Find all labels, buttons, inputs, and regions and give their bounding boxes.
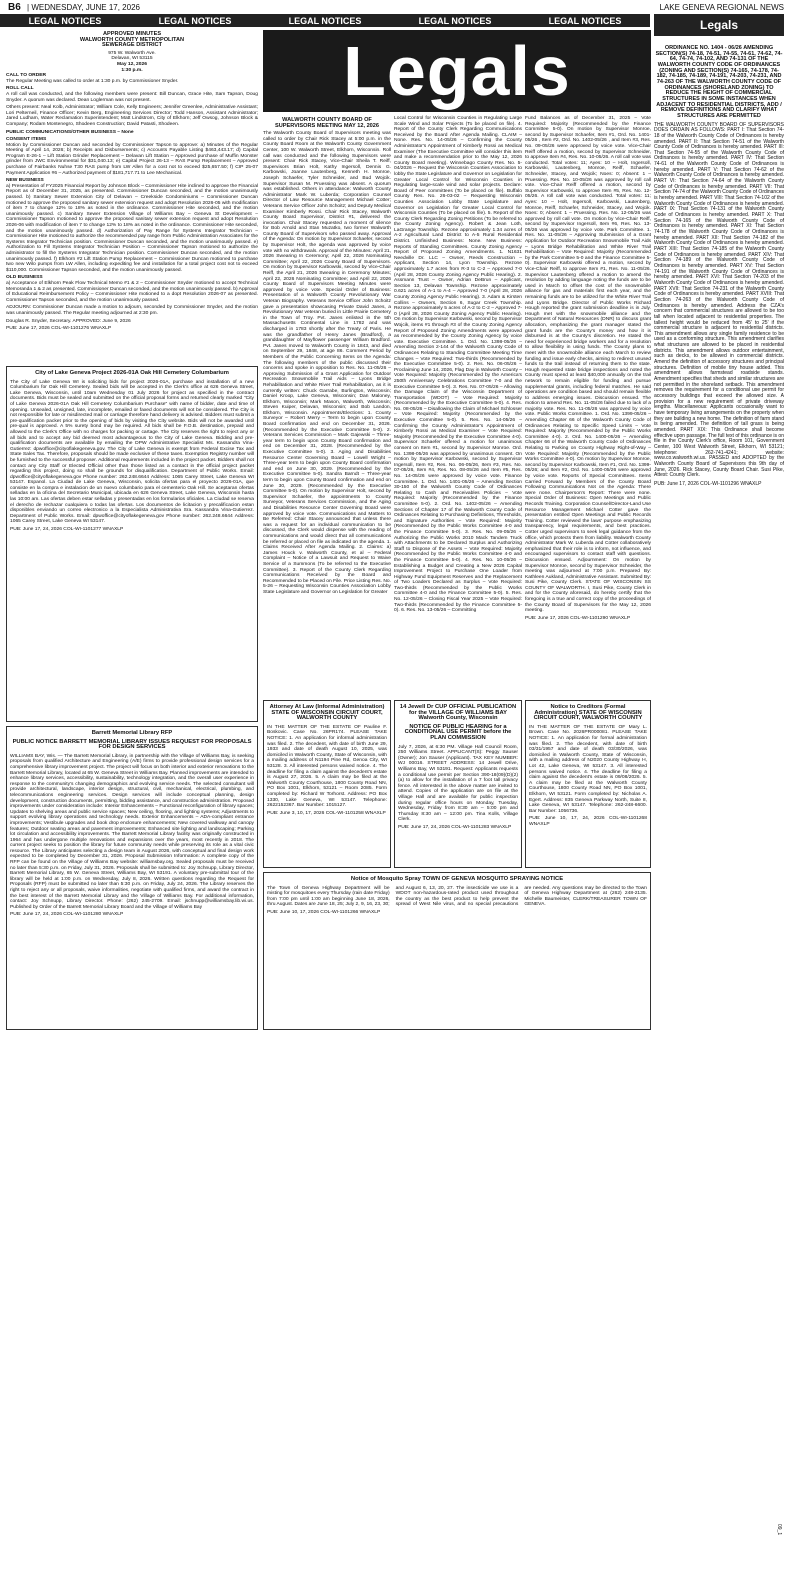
legals-title: Legals: [263, 30, 651, 112]
section-heading: ROLL CALL: [6, 86, 34, 92]
signature-text: Douglas R. Snyder, Secretary. APPROVED: June 9, 2026: [6, 318, 131, 324]
pub-line: PUB: June 17, 2026 COL-WI-1101296 WNAXLP: [654, 480, 762, 487]
notice-title: APPROVED MINUTES WALWORTH COUNTY METROPOLITAN SEWERAGE DISTRICT: [79, 31, 185, 49]
section-heading: CONSENT ITEMS: [6, 137, 47, 143]
adjourn-text: ADJOURN: Commissioner Duncan made a motion to adjourn, seconded by Commissioner Snyder, and the motion was unanimously passed. The Regular meeting adjourned at 2:30 pm.: [6, 305, 258, 316]
estate-notice-brown: [525, 700, 651, 868]
county-board-minutes-cont: [394, 116, 522, 694]
address-block: 975 W. Walworth Ave. Delavan, WI 53115 May 12, 2026 1:30 p.m.: [108, 50, 156, 73]
estate-notice-boskovic: [263, 700, 391, 868]
library-rfp-notice: [6, 726, 258, 1030]
page-header-left: [8, 2, 140, 13]
section-heading: OLD BUSINESS: [6, 275, 43, 281]
notice-body: WILLIAMS BAY, Wis. — The Barrett Memorial Library, in partnership with the Village of Williams Bay, is seeking proposals from qualified Architecture and Engineering (A/E) firms to provide professional design services for a comprehensive library improvement project. The project will focus on both interior and exterior renovations to the Barrett Memorial Library, located at 65 W. Geneva Street in Williams Bay. Planned improvements are intended to enhance library services, accessibility, sustainability, technology integration, and the overall user experience in response to the community's changing demographics and evolving service needs. The selected consultant will provide architectural, landscape, interior design, structural, civil, mechanical, electrical, plumbing, and telecommunications engineering services. Design services will include conceptual planning, design development, construction documents, permitting, bidding assistance, and construction administration. Proposed improvements under consideration include: Interior Enhancements – Functional reconfiguration of library spaces; Updates to shelving areas and public service spaces; New ceiling, flooring, and lighting systems; Adjustments to support evolving library operations and technology needs. Exterior Enhancements – ADA-compliant entrance improvements; Vestibule upgrades and book drop enclosure enhancements; New covered walkway and canopy features; Outdoor seating areas and pavement improvements; Enhanced site lighting and landscaping; Parking lot circulation and accessibility improvements. The Barrett Memorial Library facility was originally constructed in 1964 and has undergone multiple renovations and expansions over the years, most recently in 2018. The current project seeks to position the library for future community needs while preserving its role as a vital civic resource. The Library anticipates selecting a design team in August 2026, with conceptual and final design work expected to be completed by December 31, 2026. Proposal Submission Information: A complete copy of the RFP can be found on the Village of Williams Bay website: williamsbay.org. Sealed proposals must be received no later than 5:30 p.m. on Friday, July 31, 2026. Proposals shall be submitted to: Joy Schnupp, Library Director, Barrett Memorial Library, 65 W. Geneva Street, Williams Bay, WI 53191. A voluntary pre-submittal tour of the library will be held at 1:00 p.m. on Wednesday, July 8, 2026. Written questions regarding the Request for Proposals (RFP) must be submitted no later than 5:30 p.m. on Friday, July 24, 2026. The Library reserves the right to reject any or all proposals, waive informalities, negotiate with qualified firms, and award the contract in the best interest of the Barrett Memorial Library and the Village of Williams Bay. For additional information, contact: Joy Schnupp, Library Director. Phone: (262) 245-2709. Email: jschnupp@williamsbay.lib.wi.us. Published by Order of the Barrett Memorial Library Board and the Village of Williams Bay: [10, 753, 254, 910]
banner-label: LEGAL NOTICES: [418, 15, 492, 26]
page-number: B6: [8, 1, 21, 13]
banner-label: LEGAL NOTICES: [548, 15, 622, 26]
notice-body: Local Control for Wisconsin Counties in Regulating Large Scale Wind and Solar Projects (To be placed on file). 4. Report of the County Clerk Regarding Communications Received by the Board After Agenda Mailing. CLAIM – None. Res. No. 14-05/26 – Confirming the County Administrator's Appointment of Kimberly Rossi as Medical Examiner (The Executive Committee will consider this item and make a recommendation prior to the May 12, 2026 County Board meeting). Winnebago County Res. No. 5-04/2026 – Request the Wisconsin Counties Association to lobby the State Legislature and Governor on Legislation for Greater Local Control for Wisconsin Counties in Regulating large-scale wind and solar projects. Declare: Board of Peer committees (To be placed on file). Buffalo County Res. No. 26-03-02 – Requesting Wisconsin Counties Association Lobby State Legislature and Governor on Legislation for Greater Local Control for Wisconsin Counties (To be placed on file). 5. Report of the County Clerk Regarding Zoning Petitions (To be referred to the County Zoning Agency). Robert & Jean Loth, LaGrange Township. Rezone approximately 1.34 acres of A-2 Agricultural Land District to A-5 Rural Residential District. Unfinished Business: None. New Business: Reports of Standing Committees. County Zoning Agency Report of Proposed Zoning Amendments. 1. N1631 Needville Dr. LLC – Owner, Reeds Construction – Applicant, Section 14, Lyon Township. Rezone approximately 1.7 acres from R-3 to C-2 – Approved 7-0 (April 28, 2026 County Zoning Agency Public Hearing). 2. Assmann Trust – Owner, Adrian DeBrun – Applicant, Section 13, Delavan Township. Rezone approximately 0.621 acres of A-1 to A-4 – Approved 7-0 (April 28, 2026 County Zoning Agency Public Hearing). 3. Adam & Kirsten Collins – Owners, Section 6, Sugar Creek Township. Rezone approximately 5 acres of A-2 to C-2 – Approved 7-0 (April 28, 2026 County Zoning Agency Public Hearing). On motion by Supervisor Karbowski, second by Supervisor Wojcik, items #1 through #3 of the County Zoning Agency Report of Proposed Zoning Amendments were approved as recommended by the County Zoning Agency by voice vote. Executive Committee. 1. Ord. No. 1398-05/26 – Amending Section 2-144 of the Walworth County Code of Ordinances Relating to Standing Committee Meeting Time Changes – Vote Required: Two-thirds (Recommended by the Executive Committee 5-0). 2. Res. No. 06-05/26 – Proclaiming June 14, 2026, Flag Day in Walworth County – Vote Required: Majority (Recommended by the America's 250th Anniversary Celebrations Committee 7-0 and the Executive Committee 5-0). 3. Res. No. 07-05/26 – Allowing the Damage Claim of the Wisconsin Department of Transportation (WDOT) – Vote Required: Majority (Recommended by the Executive Committee 5-0). 4. Res. No. 08-05/26 – Disallowing the Claim of Michael Schlosser – Vote Required: Majority (Recommended by the Executive Committee 5-0). 5. Res. No. 14-05/26 – Confirming the County Administrator's Appointment of Kimberly Rossi as Medical Examiner – Vote Required: Majority (Recommended by the Executive Committee 4-0). Supervisor Schaefer offered a motion for unanimous consent on Item #1, second by Supervisor Monroe. Ord. No. 1398-05/26 was approved by unanimous consent. On motion by Supervisor Karbowski, second by Supervisor Ingersoll, Item #2, Res. No. 06-05/26, Item #3, Res. No. 07-05/26, Item #4, Res. No. 08-05/26 and Item #5, Res. No. 14-05/26 were approved by voice vote. Finance Committee. 1. Ord. No. 1401-05/26 – Amending Section 30-150 of the Walworth County Code of Ordinances Relating to Cash and Receivables Policies – Vote Required: Majority (Recommended by the Finance Committee 5-0). 2. Ord. No. 1402-05/26 – Amending Sections of Chapter 17 of the Walworth County Code of Ordinances Relating to Purchasing Definitions, Thresholds, and Signature Authorities – Vote Required: Majority (Recommended by the Public Works Committee 4-0 and the Finance Committee 5-0). 3. Res. No. 09-05/26 – Authorizing the Public Works 2010 Mack Tandem Truck with Attachments to be Declared Surplus and Authorizing Staff to Dispose of the Assets – Vote Required: Majority (Recommended by the Public Works Committee 4-0 and the Finance Committee 5-0). 4. Res. No. 10-05/26 – Establishing a Budget and Creating a New 2026 Capital Improvement Project to Purchase One Loader from Highway Fund Equipment Reserves and the Replacement of Two Loaders Declared as Surplus – Vote Required: Two-thirds (Recommended by the Public Works Committee 4-0 and the Finance Committee 5-0). 5. Res. No. 12-05/26 – Closing Fiscal Year 2025 – Vote Required: Two-thirds (Recommended by the Finance Committee 5-0). 6. Res. No. 13-05/26 – Committing: [394, 116, 522, 614]
notice-body: The City of Lake Geneva WI is soliciting bids for project 2026-01A, purchase and installation of a new Columbarium for Oak Hill Cemetery. Sealed bids will be accepted in the Clerk's office at 626 Geneva Street, Lake Geneva, Wisconsin, until 10am Wednesday 01 July 2026 for project as specified in the contract documents. Bids must be sealed and submitted on the official proposal forms and returned clearly marked "City of Lake Geneva 2026-01A Oak Hill Cemetery Columbarium Purchase" with name of bidder, date and time of opening. Unsealed, unsigned, late, incomplete, emailed or faxed documents will not be considered. The City is not responsible for late or misdirected mail or carriage therefore hand delivery is advised. Bidders must submit a pre-qualification packet prior to the opening of bids by visiting the City website. Bids will not be awarded until pre-qual is approved. A 5% surety bond may be required. All bids shall be F.O.B. destination, prepaid and allowed to the Clerk's Office with no charges for packing or cartage. The City reserves the right to reject any or all bids and to accept any bid deemed most advantageous to the City of Lake Geneva. Bidding and pre-qualification documents are available by emailing the DPW Administrative Specialist Ms. Kassandra Vina-Gutierrez: dpwoffice@cityoflakegeneva.gov. The City of Lake Geneva is exempt from Federal Excise Tax and State Sales Tax. Therefore, proposals should be made exclusive of these taxes. Exemption Registry number will be furnished to the successful proposer. Additional requirements included in the project packet. Bidders shall not contact any City Staff or Elected Official other than those listed as a contact in the official project packet regarding this project, doing so shall be grounds for disqualification. Department of Public Works. Email: dpwoffice@cityoflakegeneva.gov Phone number: 262.248.6644 Address: 1065 Carey Street, Lake Geneva WI 53147. Espanol. La Ciudad de Lake Geneva, Wisconsin, solicita ofertas para el proyecto 2026-01A, que consiste en la compra e instalacion de un nuevo columbario para el cementerio Oak Hill. Se aceptaran ofertas selladas en la oficina del Secretario Municipal, ubicada en 626 Geneva Street, Lake Geneva, Wisconsin hasta las 10:00 am. Las ofertas deben estar selladas y presentadas en los formularios oficiales. La Ciudad se reserva el derecho de rechazar cualquiera o todas las ofertas. Los documentos de licitacion y precalificacion estan disponibles enviando un correo electronico a la Especialista Administrativa Sra. Kassandra Vina-Gutierrez. Department of Public Works. Email: dpwoffice@cityoflakegeneva.gov Phone number: 262.248.6644 Address: 1065 Carey Street, Lake Geneva WI 53147.: [10, 379, 254, 525]
notice-body: IN THE MATTER OF THE ESTATE OF Pauline F. Boskovic. Case No. 26PR174. PLEASE TAKE NOTICE: 1. An application for informal administration was filed. 2. The decedent, with date of birth June 29, 1933 and date of death August 10, 2025, was domiciled in Walworth County, State of Wisconsin, with a mailing address of N1194 Pine Rd, Genoa City, WI 53128. 3. All interested persons waived notice. 4. The deadline for filing a claim against the decedent's estate is August 27, 2026. 5. A claim may be filed at the Walworth County Courthouse, 1800 County Road NN, PO Box 1001, Elkhorn, 53121 – Room 2085. Form completed by: Richard W Torhorst. Address: PO Box 1330, Lake Geneva, WI 53147. Telephone: 2622152367. Bar Number: 1015127.: [267, 724, 387, 809]
notice-title: WALWORTH COUNTY BOARD OF SUPERVISORS MEETING MAY 12, 2026: [274, 117, 380, 129]
notice-body: The Walworth County Board of Supervisors meeting was called to order by Chair Rick Stacey at 5:00 p.m. in the County Board Room at the Walworth County Government Center, 100 W. Walworth Street, Elkhorn, Wisconsin. Roll call was conducted and the following Supervisors were present: Chair Rick Stacey, Vice-Chair Sheila T. Reiff, Supervisors Brian Holt, Kathy Ingersoll, Dennis G. Karbowski, Joanne Lautenberg, Kenneth H. Monroe, Joseph Schaefer, Tyler Schneider, and Bud Wojcik. Supervisor Susan M. Pruessing was absent. A quorum was established. Others in attendance: Walworth County Administrator Mark W. Luberda; Corporation Counsel Director of Law Resource Management Michael Cotter; Veterans Service Officer John Schoitz; and Deputy Medical Examiner Kimberly Rossi. Chair Rick Stacey, Walworth County Board Supervisor, District #1, delivered the invocation. Chair Stacey requested a moment of silence for Bob Arnold and Stan Muzatko, two former Walworth County Board of Supervisors who passed away. Approval of the Agenda: On motion by Supervisor Schaefer, second by Supervisor Holt, the agenda was approved by voice vote with no withdrawals. Approval of the Minutes: April 21, 2026 Swearing In Ceremony; April 22, 2026 Nominating Committee; April 22, 2026 County Board of Supervisors. On motion by Supervisor Karbowski, second by Vice-Chair Reiff, the April 21, 2026 Swearing in Ceremony Minutes; April 22, 2026 Nominating Committee; and April 22, 2026 County Board of Supervisors Meeting Minutes were approved by voice vote. Special Order of Business: Presentation of a Walworth County Revolutionary War Veteran Biography. Veterans Service Officer John Schoitz gave a presentation showcasing Private David Janes, a Revolutionary War veteran buried in Little Prairie Cemetery in the Town of Troy. Pvt. Janes enlisted in the 5th Massachusetts Continental Line in 1782 and was discharged in 1783 shortly after the Treaty of Paris. He was the grandfather of Henry Janes (Bradford), a granddaughter of Mayflower passenger William Bradford. Pvt. Janes moved to Walworth County in 1843, and died on September 29, 1848, at age 86. Comment Period by Members of the Public Concerning Items on the Agenda: The following members of the public discussed their concerns and spoke in opposition to Res. No. 11-05/26 – Approving Submission of a Grant Application for Outdoor Recreation Snowmobile Trail Aids – Lyons Bridge Rehabilitation and White River Trail Rehabilitation, as it is currently written: Chuck Garrabe, Burlington, Wisconsin; Daniel Kroop, Lake Geneva, Wisconsin; Dan Maloney, Elkhorn, Wisconsin; Mark Mason, Walworth, Wisconsin; Steven Kuiper, Delavan, Wisconsin; and Bob Landon, Elkhorn, Wisconsin. Appointments/Elections: 1. County Surveyor – Robert Merry – Term to begin upon County Board confirmation and end on December 31, 2026. (Recommended by the Executive Committee 5-0). 2. Veterans Services Commission – Mark Gajewski – Three-year term to begin upon County Board confirmation and end on December 31, 2028. (Recommended by the Executive Committee 5-0). 3. Aging and Disabilities Resource Center Governing Board – Lowell Wright – Three-year term to begin upon County Board confirmation and end on June 30, 2029. (Recommended by the Executive Committee 5-0). Sandra Barndt – Three-year term to begin upon County Board confirmation and end on June 30, 2029. (Recommended by the Executive Committee 5-0). On motion by Supervisor Holt, second by Supervisor Schaefer, the appointments to County Surveyor, Veterans Services Commission, and the Aging and Disabilities Resource Center Governing Board were approved by voice vote. Communications and Matters to Be Referred: Chair Stacey announced that unless there was a request for an individual communication to be discussed, the Clerk would dispense with the reading of communications and would direct that all communications be referred or placed on file as indicated on the agenda. 1. Claims Received After Agenda Mailing. 2. Claims: a) James Houck v. Walworth County, et al – Federal Complaint – Notice of a Lawsuit and Request to Waive Service of a Summons (To be referred to the Executive Committee). 3. Report of the County Clerk Regarding Communications Received by the Board and Recommended to be Placed on File. Price Listing Res. No. 5-26 – Requesting Wisconsin Counties Association Lobby State Legislature and Governor on Legislation for Greater: [263, 131, 391, 595]
pub-line: PUB: June 17, 24, 2026 COL-WI-1101283 WNAXLP: [398, 824, 512, 830]
notice-title: PUBLIC NOTICE BARRETT MEMORIAL LIBRARY ISSUES REQUEST FOR PROPOSALS FOR DESIGN SERVICES: [12, 738, 252, 751]
county-board-minutes-cont2: [525, 116, 651, 694]
public-hearing-notice: [394, 700, 522, 868]
ordinance-1404: [654, 46, 784, 1546]
notice-body: The Town of Geneva Highway Department will be misting for mosquitoes every Thursday (rain date Friday) from 7:00 pm until 1:00 am beginning June 18, 2026, thru August. Dates are June 18, 25; July 2, 9, 16, 23, 30; and August 6, 13, 20, 27. The insecticide we use is a WDOT non-hazardous-rated product used throughout the country as the best product to help prevent the spread of West Nile virus, and no special precautions are needed. Any questions may be directed to the Town of Geneva Highway Department at (262) 248-2135. Michelle Baumeister, CLERK/TREASURER TOWN OF GENEVA.: [267, 885, 647, 908]
others-present: Others present: Neal Kolb, Administrator; William Cole, Kelly Engineers; Jennifer Greenlee, Administrative Assistant; Lori Pelterneil, Finance Officer; Kevin Berg, Engineering Services Director; Todd Hanson, Assistant Administrator; Jared Ludham, Water Reclamation Superintendent; Matt Lindstrom, City of Elkhorn; Jeff Owsog, Johnson Block & Company; Rodam Montenegro, Shodeen Construction; David Patasti, Shodeen.: [6, 105, 258, 127]
section-heading: PUBLIC COMMUNICATIONS/OTHER BUSINESS – None: [6, 129, 134, 135]
pub-line: PUB: June 10, 17, 24, 2026 COL-WI-1101268 WNAXLP: [529, 816, 647, 827]
section-heading: CALL TO ORDER: [6, 73, 47, 79]
notice-body: THE WALWORTH COUNTY BOARD OF SUPERVISORS DOES ORDAIN AS FOLLOWS: PART I: That Section 74-18 of the Walworth County Code of Ordinances is hereby amended. PART II: That Section 74-51 of the Walworth County Code of Ordinances is hereby amended. PART III: That Section 74-55 of the Walworth County Code of Ordinances is hereby amended. PART IV: That Section 74-61 of the Walworth County Code of Ordinances is hereby amended. PART V: That Section 74-62 of the Walworth County Code of Ordinances is hereby amended. PART VI: That Section 74-64 of the Walworth County Code of Ordinances is hereby amended. PART VII: That Section 74-74 of the Walworth County Code of Ordinances is hereby amended. PART VIII: That Section 74-102 of the Walworth County Code of Ordinances is hereby amended. PART IX: That Section 74-131 of the Walworth County Code of Ordinances is hereby amended. PART X: That Section 74-165 of the Walworth County Code of Ordinances is hereby amended. PART XI: That Section 74-178 of the Walworth County Code of Ordinances is hereby amended. PART XII: That Section 74-182 of the Walworth County Code of Ordinances is hereby amended. PART XIII: That Section 74-185 of the Walworth County Code of Ordinances is hereby amended. PART XIV: That Section 74-189 of the Walworth County Code of Ordinances is hereby amended. PART XV: That Section 74-191 of the Walworth County Code of Ordinances is hereby amended. PART XVI: That Section 74-203 of the Walworth County Code of Ordinances is hereby amended. PART XVII: That Section 74-231 of the Walworth County Code of Ordinances is hereby amended. PART XVIII: That Section 74-263 of the Walworth County Code of Ordinances is hereby amended. Address the CZA's concern that commercial structures are allowed to be too tall when located adjacent to residential properties. The tallest height would be reduced from 45' to 25' if the commercial structure is adjacent to residential districts. This amendment allows any single family residence to be used as a conforming structure. This amendment clarifies what structures are allowed to be placed in residential districts. This amendment allows outdoor entertainment, such as decks, to be allowed in commercial districts. Amend the definition of accessory structures and principal structures. Definition of mobile tiny house added. This amendment allows farmstead roadside stands. Amendment specifies that sheds and similar structures are not permitted in the shoreland setback. This amendment removes the requirement for a conditional use permit for accessory buildings that exceed the allowed size. A provision for a new requirement of private driveway lengths. Miscellaneous: Applicants occasionally want to have temporary living arrangements on the property when they are building a new home. The definition of farm stand is being amended. The definition of tall grass is being amended. PART XIX: This Ordinance shall become effective upon passage. The full text of this ordinance is on file in the County Clerk's office, Room 101, Government Center, 100 West Walworth Street, Elkhorn, WI 53121; telephone: 262-741-4241; website: www.co.walworth.wi.us. PASSED and ADOPTED by the Walworth County Board of Supervisors this 9th day of June, 2026. Rick Stacey, County Board Chair. Susi Pike, Attest: County Clerk.: [654, 121, 784, 479]
columbarium-notice: [6, 366, 258, 722]
page-header: [0, 0, 792, 14]
paper-name: LAKE GENEVA REGIONAL NEWS: [659, 2, 784, 12]
banner-label: LEGAL NOTICES: [288, 15, 362, 26]
notice-body: Fund Balances as of December 31, 2025 – Vote Required: Majority (Recommended by the Finance Committee 5-0). On motion by Supervisor Monroe, second by Supervisor Schaefer, Item #1, Ord. No. 1401-05/26 , Item #2, Ord. No. 1402-05/26 , and Item #3, Res. No. 09-05/26 were approved by voice vote. Vice-Chair Reiff offered a motion, second by Supervisor Schneider, to approve Item #4, Res. No. 10-05/26. A roll call vote was conducted. Total votes: 11; Ayes: 10 – Holt, Ingersoll, Karbowski, Lautenberg, Monroe, Reiff, Schaefer, Schneider, Stacey, and Wojcik; Noes: 0; Absent: 1 – Pruessing. Res. No. 10-05/26 was approved by roll call vote. Vice-Chair Reiff offered a motion, second by Supervisor Karbowski, to approve Item #5, Res. No. 12-05/26. A roll call vote was conducted. Total votes: 11; Ayes: 10 – Holt, Ingersoll, Karbowski, Lautenberg, Monroe, Reiff, Schaefer, Schneider, Stacey, and Wojcik. Noes: 0; Absent: 1 – Pruessing. Res. No. 12-05/26 was approved by roll call vote. On motion by Vice-Chair Reiff, second by Supervisor Ingersoll, Item #6, Res. No. 13-05/26 was approved by voice vote. Park Committee. 1. Res. No. 11-05/26 – Approving Submission of a Grant Application for Outdoor Recreation Snowmobile Trail Aids – Lyons Bridge Rehabilitation and White River Trail Rehabilitation – Vote Required: Majority (Recommended by the Park Committee 5-0 and the Finance Committee 5-0). Supervisor Karbowski offered a motion, second by Vice-Chair Reiff, to approve Item #1, Res. No. 11-05/26. Supervisor Lautenberg offered a motion to amend the resolution by adding language noting the funds are to be used in March to offset the cost of the snowmobile alliance for gas and materials first each year, and the remaining funds are to be utilized for the White River Trail and Lyons Bridge. Director of Public Works Richard Hough reported the grant submission deadline is in July. Hough met with the snowmobile alliance and the Department of Natural Resources (DNR) to discuss grant allocation, emphasizing the grant manager stated the grant funds are the County's money and how it is disbursed is at the County's discretion. He stated the need for experienced bridge workers and for a resolution to allow flexibility in using funds. The County plans to meet with the snowmobile alliance each March to review funding and issue early checks, aiming to redirect unused funds to the trail instead of returning them to the state. Hough requested state bridge inspections and noted the County must spend at least $40,000 annually on the trail network to remain eligible for funding and pursue supplemental grants, including federal matches. He said operations are condition based and should remain flexible to address emerging issues. Discussion ensued. The motion to amend Res. No. 11-05/26 failed due to lack of a majority vote. Res. No. 11-05/26 was approved by voice vote. Public Works Committee. 1. Ord. No. 1399-05/26 – Amending Chapter 66 of the Walworth County Code of Ordinances Relating to Specific Speed Limits – Vote Required: Majority (Recommended by the Public Works Committee 4-0). 2. Ord. No. 1400-05/26 – Amending Chapter 66 of the Walworth County Code of Ordinances Relating to Parking on County Highway Right-of-Way – Vote Required: Majority (Recommended by the Public Works Committee 4-0). On motion by Supervisor Monroe, second by Supervisor Karbowski, Item #1, Ord. No. 1399-05/26; and Item #2, Ord. No. 1400-05/26 were approved by voice vote. Reports of Special Committees. Items Carried Forward by Members of the County Board Following Communications Not on the Agenda: There were none. Chairperson's Report: There were none. Special Order of Business: Open Meetings and Public Records Training. Corporation Counsel/Director-Land Use Resource Management Michael Cotter gave the presentation entitled Open Meetings and Public Records Training. Cotter reviewed the laws' purpose emphasizing transparency, legal requirements, and best practices. Cotter urged supervisors to seek legal guidance from the office, which protects them from liability. Walworth County Administrator Mark W. Luberda and Cotter collaboratively emphasized that their role is to inform, not influence, and encouraged supervisors to contact staff with questions. Discussion ensued. Adjournment: On motion by Supervisor Monroe, second by Supervisor Schneider, the meeting was adjourned at 7:00 p.m. Prepared By: Kathleen Aukland, Administrative Assistant. Submitted By: Susi Pike, County Clerk. STATE OF WISCONSIN SS COUNTY OF WALWORTH. I, Susi Pike, County Clerk in and for the County aforesaid, do hereby certify that the foregoing is a true and correct copy of the proceedings of the County Board of Supervisors for the May 12, 2026 meeting.: [525, 116, 651, 614]
mosquito-spray-notice: [263, 872, 651, 1030]
pub-line: PUB: June 17, 2026 COL-WI-1101276 WNAXLP: [6, 326, 112, 332]
notice-title: Notice of Mosquito Spray TOWN OF GENEVA MOSQUITO SPRAYING NOTICE: [350, 876, 564, 882]
pub-line: PUB: June 10, 17, 2026 COL-WI-1101266 WNAXLP: [267, 909, 381, 915]
banner-label: LEGAL NOTICES: [158, 15, 232, 26]
pub-line: PUB: June 3, 10, 17, 2026 COL-WI-1101258 WNAXLP: [267, 810, 386, 816]
issue-date: | WEDNESDAY, JUNE 17, 2026: [27, 2, 140, 12]
section-heading: NEW BUSINESS: [6, 178, 44, 184]
notice-top-label: Barrett Memorial Library RFP: [91, 730, 173, 736]
notice-body: July 7, 2026, at 6:30 PM. Village Hall Council Room, 250 Williams Street. APPLICANT(S): Peggy Sauser (Owner); Jon Sauser (Applicant). TAX KEY NUMBER: WJ 00016. STREET ADDRESS: 14 Jewell Drive, Williams Bay, WI 53191. Request: Applicants requests a conditional use permit per Section 390-18(09)(D)(2)(a) to allow for the installation of a 7 foot tall privacy fence. All interested in the above matter are invited to attend. Copies of the application are on file at the Village Hall and are available for public inspection during regular office hours on Monday, Tuesday, Wednesday, Friday from 8:30 am – 5:00 pm and Thursday 8:30 am – 12:00 pm. Tina Kolls, Village Clerk.: [398, 744, 518, 823]
legals-side-label: Legals: [654, 14, 784, 36]
pub-line: PUB: June 17, 24, 2026 COL-WI-1101277 WNAXLP: [10, 527, 124, 533]
pub-line: PUB: June 17, 24, 2026 COL-WI-1101280 WNAXLP: [10, 912, 124, 918]
notice-body: IN THE MATTER OF THE ESTATE OF Mary L. Brown. Case No. 2026PR000081. PLEASE TAKE NOTICE: 1. An application for formal administration was filed. 2. The decedent, with date of birth 03/31/1957 and date of death 03/30/2026, was domiciled in Walworth County, State of Wisconsin, with a mailing address of N2020 County Highway H, Lot 42, Lake Geneva, WI 53147. 3. All interested persons waived notice. 4. The deadline for filing a claim against the decedent's estate is 09/08/2026. 5. A claim may be filed at the Walworth County Courthouse, 1800 County Road NN, PO Box 1001, Elkhorn, WI 53121. Form completed by: Nicholas A. Egert. Address: 835 Geneva Parkway North, Suite 8, Lake Geneva, WI 53147. Telephone: 262-248-6600. Bar Number: 1056736.: [529, 724, 647, 814]
legal-notices-banner: [0, 14, 650, 27]
notice-title: Notice to Creditors (Formal Administration) STATE OF WISCONSIN CIRCUIT COURT, WALWORTH COUNTY: [533, 704, 643, 722]
notice-title: City of Lake Geneva Project 2026-01A Oak Hill Cemetery Columbarium: [35, 370, 229, 376]
pub-line: PUB: June 17, 2026 COL-WI-1101290 WNAXLP: [525, 615, 631, 621]
notice-title: Attorney At Law (Informal Administration) STATE OF WISCONSIN CIRCUIT COURT, WALWORTH COUNTY: [269, 704, 385, 722]
banner-label: LEGAL NOTICES: [28, 15, 102, 26]
notice-subtitle: NOTICE OF PUBLIC HEARING for a CONDITIONAL USE PERMIT before the PLAN COMMISSION: [404, 723, 512, 741]
county-board-minutes: [263, 116, 391, 694]
sewerage-minutes: APPROVED MINUTES WALWORTH COUNTY METROPOLITAN SEWERAGE DISTRICT 975 W. Walworth Ave. Delavan, WI 53115 May 12, 2026 1:30 p.m. CALL TO ORDER The Regular Meeting was called to order at 1:30 p.m. by Commissioner Snyder. ROLL CALL A roll call was conducted, and the following members were present: Bill Duncan, Grace Hite, Sam Tapson, Doug Snyder. A quorum was declared. Dean Loglerman was not present. Others present: Neal Kolb, Administrator; William Cole, Kelly Engineers; Jennifer Greenlee, Administrative Assistant; Lori Pelterneil, Finance Officer; Kevin Berg, Engineering Services Director; Todd Hanson, Assistant Administrator; Jared Ludham, Water Reclamation Superintendent; Matt Lindstrom, City of Elkhorn; Jeff Owsog, Johnson Block & Company; Rodam Montenegro, Shodeen Construction; David Patasti, Shodeen. PUBLIC COMMUNICATIONS/OTHER BUSINESS – None CONSENT ITEMS Motion by Commissioner Duncan and seconded by Commissioner Tapson to approve: a) Minutes of the Regular Meeting of April 14, 2026; b) Receipts and Disbursements; c) Accounts Payable Listing $463,443.17; d) Capital Program E-26-1 – Lift Station Grinder Replacement – Delavan Lift Station – Approved purchase of Muffin Monster grinder from JWC Environmental for $31,040.13; e) Capital Project 26-13 – RAS Pump Replacement – Approved purchase of Fairbanks Nuhse T30 RAS pump from LW Allen for a cost not to exceed $25,657.50; f) CIP 25-07 Payment Application #6 – Authorized payment of $181,717.71 to Lee Mechanical. NEW BUSINESS a) Presentation of FY2025 Financial Report by Johnson Block – Commissioner Hite inclined to approve the Financial Report as of December 31, 2025, as presented. Commissioner Duncan seconded, and the motion unanimously passed. b) Sanitary Sewer Extension City of Delavan – Creekside Condominiums – Commissioner Duncan motioned to approve the proposed sanitary sewer extension request and adopt Resolution 2026-05 with modification of item 7 to change 12% to 18% as noted in the ordinance. Commissioner Hite seconded, and the motion unanimously passed. c) Sanitary Sewer Extension Village of Williams Bay – Geneva St Development – Commissioner Tapson motioned to approve the proposed sanitary sewer extension request and adopt Resolution 2026-06 with modification of item 7 to change 12% to 18% as noted in the ordinance. Commissioner Hite seconded, and the motion unanimously passed. d) Authorization of Pay Range for Systems Integrator Technician – Commissioner Hite motioned to authorize the recommended pay range from Public Administration Associates for the Systems Integrator Technician position. Commissioner Duncan seconded, and the motion unanimously passed. e) Authorization to Fill Systems Integrator Technician Position – Commissioner Tapson motioned to authorize the administrator to fill the Systems Integrator Technician position. Commissioner Duncan seconded, and the motion unanimously passed. f) Elkhorn #2 Lift Station Pump Replacement – Commissioner Duncan motioned to purchase two new Wilo pumps from LW Allen, including expediting fee and installation for a total project cost not to exceed $110,000. Commissioner Tapson seconded, and the motion unanimously passed. OLD BUSINESS a) Acceptance of Elkhorn Peak Flow Technical Memo #1 & 2 – Commissioner Snyder motioned to accept Technical Memoranda 1 & 2 as presented. Commissioner Duncan seconded, and the motion unanimously passed. b) Approval of Educational Reimbursement Policy – Commissioner Hite motioned to a dopt Resolution 2026-07 as presented. Commissioner Tapson seconded, and the motion unanimously passed. ADJOURN: Commissioner Duncan made a motion to adjourn, seconded by Commissioner Snyder, and the motion was unanimously passed. The Regular meeting adjourned at 2:30 pm. Douglas R. Snyder, Secretary. APPROVED: June 9, 2026 PUB: June 17, 2026 COL-WI-1101276 WNAXLP: [6, 31, 258, 332]
notice-title: ORDINANCE NO. 1404 - 06/26 AMENDING SECTION(S) 74-18, 74-51, 74-55, 74-61, 74-62, 74-64, 74-74, 74-102, AND 74-131 OF THE WALWORTH COUNTY CODE OF ORDINANCES (ZONING AND SECTION(S) 74-165, 74-178, 74-182, 74-185, 74-189, 74-191, 74-203, 74-231, AND 74-263 OF THE WALWORTH COUNTY CODE OF ORDINANCES (SHORELAND ZONING) TO REDUCE THE HEIGHT OF COMMERCIAL STRUCTURES IN SOME INSTANCES WHEN ADJACENT TO RESIDENTIAL DISTRICTS, ADD / REMOVE DEFINITIONS AND CLARIFY WHAT STRUCTURES ARE PERMITTED: [655, 45, 783, 119]
fold-mark: 09_1: [776, 1524, 782, 1536]
notice-title: 14 Jewell Dr CUP OFFICIAL PUBLICATION for the VILLAGE OF WILLIAMS BAY Walworth County, Wisconsin: [399, 704, 517, 722]
